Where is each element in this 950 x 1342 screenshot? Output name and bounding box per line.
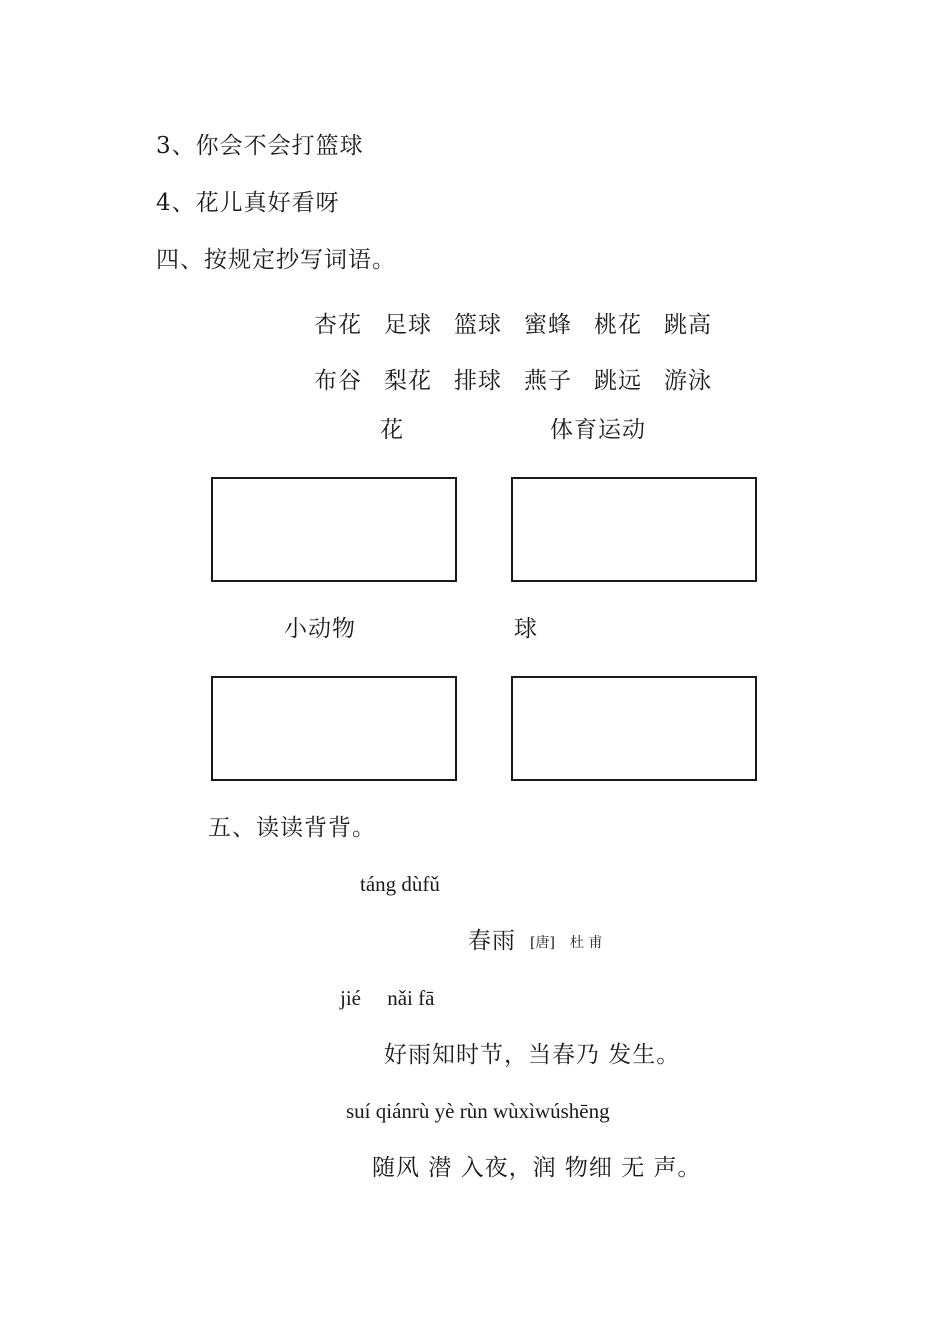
flower-answer-box[interactable]	[211, 477, 457, 582]
poem-dynasty: [唐]	[530, 935, 555, 951]
section-4-title: 四、按规定抄写词语。	[156, 247, 396, 273]
poem-line-1: 好雨知时节，当春乃 发生。	[384, 1042, 681, 1068]
animals-answer-box[interactable]	[211, 676, 457, 781]
category-flower-label: 花	[380, 417, 404, 443]
word: 蜜蜂	[524, 312, 572, 338]
question-3: 3、你会不会打篮球	[156, 133, 364, 159]
word: 桃花	[594, 312, 642, 338]
word-row-2	[314, 362, 734, 395]
pinyin-line-1: jié nǎi fā	[340, 986, 435, 1010]
word: 跳高	[664, 312, 712, 338]
section-5-title: 五、读读背背。	[208, 815, 376, 841]
question-4: 4、花儿真好看呀	[156, 190, 340, 216]
word: 燕子	[524, 368, 572, 394]
word: 排球	[454, 368, 502, 394]
poem-title: 春雨	[468, 928, 516, 954]
word: 足球	[384, 312, 432, 338]
word: 梨花	[384, 368, 432, 394]
category-sports-label: 体育运动	[550, 417, 646, 443]
title-pinyin: táng dùfǔ	[360, 872, 440, 896]
word: 布谷	[314, 368, 362, 394]
word-row-1	[314, 306, 734, 339]
pinyin-line-2: suí qiánrù yè rùn wùxìwúshēng	[346, 1099, 610, 1123]
word: 篮球	[454, 312, 502, 338]
poem-line-2: 随风 潜 入夜，润 物细 无 声。	[372, 1155, 702, 1181]
ball-answer-box[interactable]	[511, 676, 757, 781]
word: 跳远	[594, 368, 642, 394]
category-animals-label: 小动物	[284, 616, 356, 642]
sports-answer-box[interactable]	[511, 477, 757, 582]
category-ball-label: 球	[514, 616, 538, 642]
word: 杏花	[314, 312, 362, 338]
poem-author: 杜 甫	[570, 935, 603, 951]
word: 游泳	[664, 368, 712, 394]
